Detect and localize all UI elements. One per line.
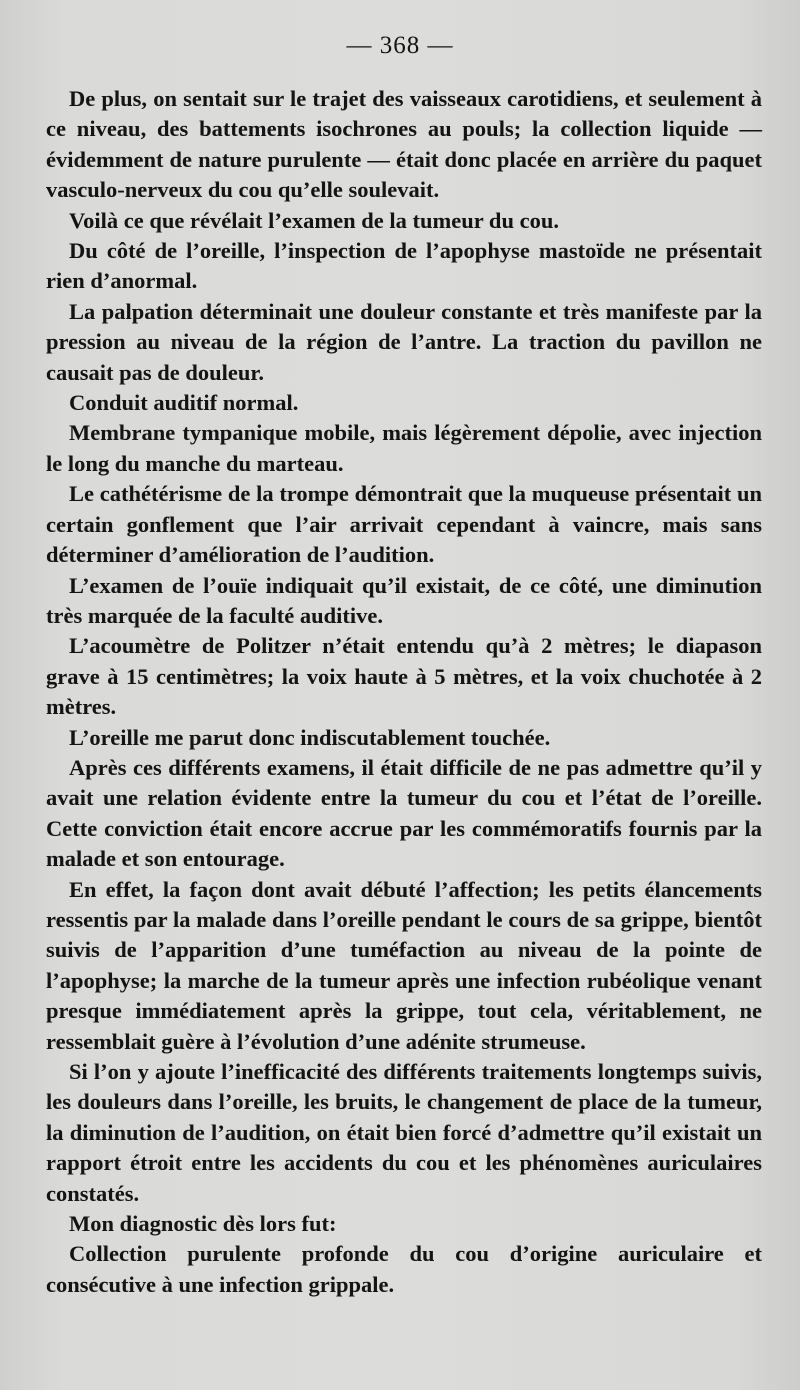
paragraph: La palpation déterminait une douleur constante et très manifeste par la pression au niveau de la région de l’antre. La traction du pavillon ne causait pas de douleur. xyxy=(46,298,762,385)
paragraph: Membrane tympanique mobile, mais légèrement dépolie, avec injection le long du manche du marteau. xyxy=(46,420,762,476)
paragraph: En effet, la façon dont avait débuté l’affection; les petits élancements ressentis par la malade dans l’oreille pendant le cours de sa grippe, bientôt suivis de l’apparition d’une tuméfaction au niveau de la pointe de l’apophyse; la marche de la tumeur après une infection rubéolique venant presque immédiatement après la grippe, tout cela, véritablement, ne ressemblait guère à l’évolution d’une adénite strumeuse. xyxy=(46,876,762,1054)
paragraph: De plus, on sentait sur le trajet des vaisseaux carotidiens, et seulement à ce niveau, des battements isochrones au pouls; la collection liquide — évidemment de nature purulente — était donc placée en arrière du paquet vasculo-nerveux du cou qu’elle soulevait. xyxy=(46,86,762,203)
paragraph: L’examen de l’ouïe indiquait qu’il existait, de ce côté, une diminution très marquée de la faculté auditive. xyxy=(46,572,762,628)
paragraph: Après ces différents examens, il était difficile de ne pas admettre qu’il y avait une relation évidente entre la tumeur du cou et l’état de l’oreille. Cette conviction était encore accrue par les commémoratifs fournis par la malade et son entourage. xyxy=(46,754,762,872)
paragraph: Voilà ce que révélait l’examen de la tumeur du cou. xyxy=(69,207,559,233)
paragraph: Le cathétérisme de la trompe démontrait que la muqueuse présentait un certain gonflement que l’air arrivait cependant à vaincre, mais sans déterminer d’amélioration de l’audition. xyxy=(46,481,762,568)
paragraph: Du côté de l’oreille, l’inspection de l’apophyse mastoïde ne présentait rien d’anormal. xyxy=(46,238,762,294)
paragraph: L’acoumètre de Politzer n’était entendu qu’à 2 mètres; le diapason grave à 15 centimètres; la voix haute à 5 mètres, et la voix chuchotée à 2 mètres. xyxy=(46,633,762,720)
paragraph: L’oreille me parut donc indiscutablement touchée. xyxy=(69,724,551,750)
paragraph: Mon diagnostic dès lors fut: xyxy=(69,1211,337,1237)
paragraph: Si l’on y ajoute l’inefficacité des différents traitements longtemps suivis, les douleurs dans l’oreille, les bruits, le changement de place de la tumeur, la diminution de l’audition, on était bien forcé d’admettre qu’il existait un rapport étroit entre les accidents du cou et les phénomènes auriculaires constatés. xyxy=(46,1059,762,1206)
body-text xyxy=(46,84,762,1300)
page-number: — 368 — xyxy=(346,32,454,59)
paragraph: Collection purulente profonde du cou d’origine auriculaire et consécutive à une infection grippale. xyxy=(46,1241,762,1297)
paragraph: Conduit auditif normal. xyxy=(69,390,299,416)
